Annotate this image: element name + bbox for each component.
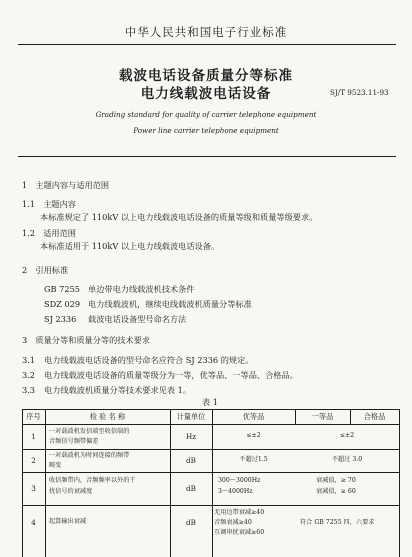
table-row-value: 符合 GB 7255 四，六要求 (300, 519, 375, 526)
clause-3-2-number: 3.2 (22, 370, 36, 380)
table-row-name: 一对载波机为时间连接的频带 (49, 452, 130, 459)
table-row-value: 衰减值，≥ 70 (316, 477, 356, 484)
table-row-value: 互调串扰衰减≥60 (214, 529, 265, 536)
table-caption: 表 1 (202, 397, 218, 407)
section-2-title: 2 引用标准 (22, 265, 69, 275)
clause-3-2-text: 电力线载波电话设备的质量等级分为一等，优等品、一等品、合格品。 (44, 370, 298, 380)
table-row-value: 不超过 3.0 (331, 456, 363, 463)
ref-name-1: 单边带电力线载波机技术条件 (88, 284, 195, 294)
table-row-name: 一对载波机发信端至收信端的 (49, 428, 130, 435)
table-row-divider (22, 505, 400, 506)
table-row-divider (22, 472, 400, 473)
standard-code: SJ/T 9523.11-93 (330, 88, 389, 97)
table-row-number: 2 (31, 456, 36, 465)
clause-3-1-text: 电力线载波电话设备的型号命名应符合 SJ 2336 的规定。 (44, 355, 254, 365)
ref-code-3: SJ 2336 (44, 314, 77, 324)
section-1-title: 1 主题内容与适用范围 (22, 180, 110, 190)
section-1-2-title: 1.2 适用范围 (22, 228, 76, 238)
table-header-name: 检 验 名 称 (89, 412, 126, 421)
table-header-qualified: 合格品 (363, 412, 386, 421)
english-title-line1: Grading standard for quality of carrier telephone equipment (95, 110, 317, 119)
table-row-value: 音频衰减≥40 (214, 519, 252, 526)
ref-name-3: 载波电话设备型号命名方法 (88, 314, 187, 324)
table-row-value: 不超过1.5 (239, 456, 268, 463)
section-1-1-text: 本标准规定了 110kV 以上电力线载波电话设备的质量等级和质量等级要求。 (40, 212, 318, 222)
issuer-title: 中华人民共和国电子行业标准 (124, 25, 288, 39)
doc-title-line1: 载波电话设备质量分等标准 (119, 68, 293, 84)
section-1-1-title: 1.1 主题内容 (22, 199, 76, 209)
table-row-unit: dB (186, 518, 196, 527)
table-row-unit: dB (186, 484, 196, 493)
table-right-border (399, 409, 400, 557)
table-row-unit: Hz (185, 432, 197, 441)
table-top-border (22, 409, 400, 410)
table-row-unit: dB (186, 456, 196, 465)
ref-code-1: GB 7255 (44, 284, 80, 294)
doc-title-line2: 电力线载波电话设备 (140, 86, 272, 102)
ref-name-2: 电力线载波机，继续电线载波机质量分等标准 (88, 299, 252, 309)
table-row-number: 4 (31, 518, 36, 527)
clause-3-3-text: 电力线载波机质量分等技术要求见表 1。 (44, 385, 191, 395)
section-3-title: 3 质量分等和质量分等的技术要求 (22, 335, 151, 345)
table-row-value: ≤±2 (246, 432, 261, 439)
table-row-value: 衰减值，≥ 60 (316, 488, 356, 495)
table-row-value: 无用边带衰减≥40 (214, 509, 265, 516)
clause-3-3-number: 3.3 (22, 385, 36, 395)
section-1-2-text: 本标准适用于 110kV 以上电力线载波电话设备。 (40, 241, 220, 251)
table-row-value: ≤±2 (339, 432, 355, 439)
table-header-no: 序号 (26, 412, 41, 421)
table-row-name: 畸变 (49, 462, 62, 469)
table-row-value: 3～4000Hz (218, 488, 253, 495)
table-row-name: 扰信号的衰减度 (49, 488, 93, 495)
table-row-name: 起算输出衰减 (49, 518, 87, 525)
table-header-divider (22, 424, 400, 425)
table-row-name: 收信频带内，音频频率以外的干 (49, 477, 136, 484)
table-header-first: 一等品 (311, 412, 334, 421)
table-row-number: 3 (31, 484, 36, 493)
table-row-divider (22, 449, 400, 450)
table-column-divider (45, 409, 46, 557)
table-row-value: 300～3000Hz (218, 477, 261, 484)
table-header-unit: 计量单位 (176, 412, 206, 421)
table-row-name: 音频信号频带偏差 (49, 438, 99, 445)
table-header-premium: 优等品 (242, 412, 265, 421)
english-title-line2: Power line carrier telephone equipment (133, 126, 279, 135)
clause-3-1-number: 3.1 (22, 355, 36, 365)
table-row-number: 1 (31, 432, 36, 441)
ref-code-2: SDZ 029 (44, 299, 81, 309)
